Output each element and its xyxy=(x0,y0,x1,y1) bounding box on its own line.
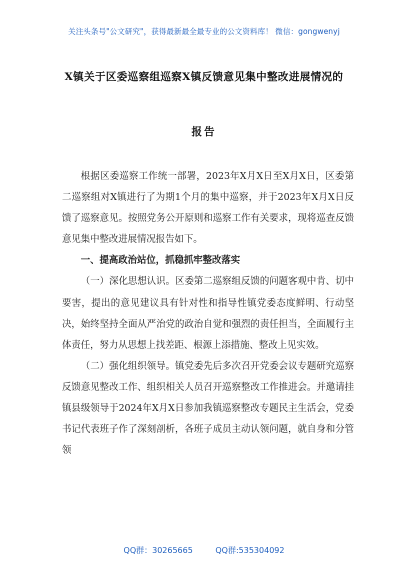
section-heading: 一、提高政治站位，抓稳抓牢整改落实 xyxy=(80,255,241,267)
footer-qq-group-2: QQ群:535304092 xyxy=(215,546,285,555)
intro-paragraph: 根据区委巡察工作统一部署，2023年X月X日至X月X日，区委第二巡察组对X镇进行了为期1个月的集中巡察，并于2023年X月X日反馈了巡察意见。按照党务公开原则和巡察工作有关要求，现将巡查反馈意见集中整改进展情况报告如下。 xyxy=(62,171,354,246)
document-title: X镇关于区委巡察组巡察X镇反馈意见集中整改进展情况的 xyxy=(64,71,344,83)
footer-contact xyxy=(0,545,408,556)
footer-qq-group-1: QQ群：30265665 xyxy=(123,546,193,555)
document-body xyxy=(62,166,354,461)
item-paragraph-1: （一）深化思想认识。区委第二巡察组反馈的问题客观中肯、切中要害，提出的意见建议具有针对性和指导性镇党委态度鲜明、行动坚决，始终坚持全面从严治党的政治自觉和强烈的责任担当，全面履行主体责任，努力从思想上找差距、根源上添措施、整改上见实效。 xyxy=(62,276,354,351)
item-paragraph-2: （二）强化组织领导。镇党委先后多次召开党委会议专题研究巡察反馈意见整改工作、组织相关人员召开巡察整改工作推进会。并邀请挂镇县级领导于2024年X月X日参加我镇巡察整改专题民主生活会，党委书记代表班子作了深刻剖析，各班子成员主动认领问题，就自身和分管领 xyxy=(62,360,354,457)
document-title-continued: 报告 xyxy=(191,126,217,138)
header-promo-note: 关注头条号"公文研究"，获得最新最全最专业的公文资料库！ 微信：gongwenyj xyxy=(68,27,340,36)
